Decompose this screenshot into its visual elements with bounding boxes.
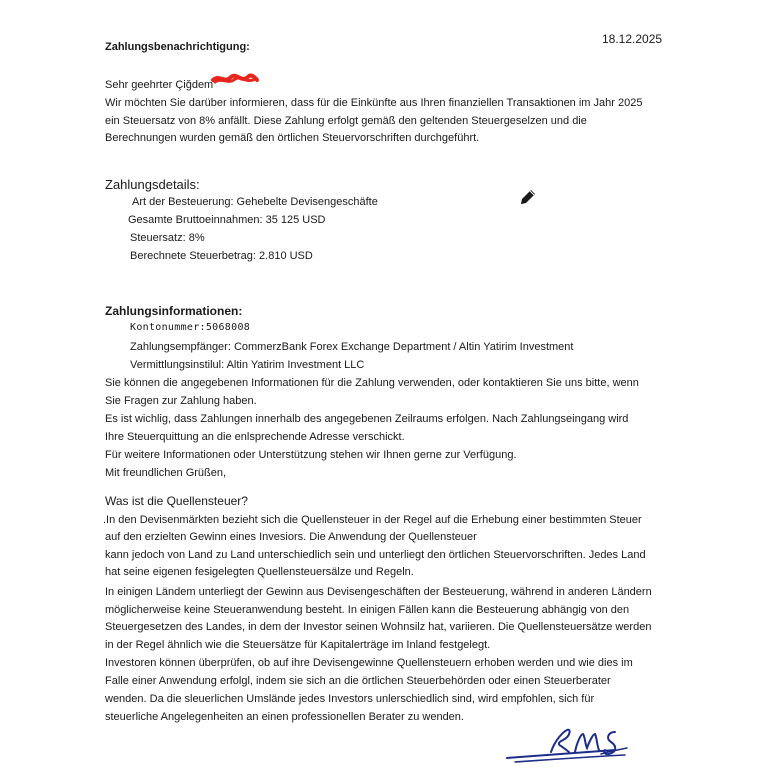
closing-line: Ihre Steuerquittung an die enlsprechende Adresse verschickt. xyxy=(105,431,405,443)
intro-line: Wir möchten Sie darüber informieren, dass für die Einkünfte aus Ihren finanziellen Transaktionen im Jahr 2025 xyxy=(105,97,643,109)
details-line: Art der Besteuerung: Gehebelte Devisengeschäfte xyxy=(132,196,378,208)
details-line: Berechnete Steuerbetrag: 2.810 USD xyxy=(130,250,313,262)
intro-line: ein Steuersatz von 8% anfällt. Diese Zahlung erfolgt gemäß den geltenden Steuergeselzen und die xyxy=(105,115,587,127)
faq-line: steuerliche Angelegenheiten an einen professionellen Berater zu wenden. xyxy=(105,711,464,723)
details-line: Gesamte Bruttoeinnahmen: 35 125 USD xyxy=(128,214,326,226)
intro-line: Berechnungen wurden gemäß den örtlichen Steuervorschriften durchgeführt. xyxy=(105,132,480,144)
closing-line: Sie können die angegebenen Informationen für die Zahlung verwenden, oder kontaktieren Sie uns bitte, wenn xyxy=(105,377,639,389)
faq-line: hat seine eigenen fesigelegten Quellensteuersälze und Regeln. xyxy=(105,566,414,578)
faq-line: möglicherweise keine Steueranwendung besteht. In einigen Fällen kann die Besteuerung abhängig von den xyxy=(105,604,630,616)
faq-line: In einigen Ländem unterliegt der Gewinn aus Devisengeschäften der Besteuerung, während in anderen Ländern xyxy=(105,586,652,598)
document-date: 18.12.2025 xyxy=(602,32,663,46)
faq-line: Investoren können überprüfen, ob auf ihre Devisengewinne Quellensteuern erhoben werden und wie dies im xyxy=(105,657,633,669)
greeting: Sehr geehrter Çiğdem xyxy=(105,79,214,91)
closing-line: Sie Fragen zur Zahlung haben. xyxy=(105,395,257,407)
pencil-icon[interactable] xyxy=(518,187,538,207)
details-heading: Zahlungsdetails: xyxy=(105,177,200,192)
intermediary-line: Vermittlungsinstilul: Altin Yatirim Investment LLC xyxy=(130,359,365,371)
faq-line: Falle einer Anwendung erfolgl, indem sie sich an die örtlichen Steuerbehörden oder einen Steuerberater xyxy=(105,675,611,687)
details-line: Steuersatz: 8% xyxy=(130,232,205,244)
faq-line: kann jedoch von Land zu Land unterschiedlich sein und unterliegt den örtlichen Steuervorschriften. Jedes Land xyxy=(105,549,646,561)
closing-line: Es ist wichlig, dass Zahlungen innerhalb des angegebenen Zeilraums erfolgen. Nach Zahlungseingang wird xyxy=(105,413,629,425)
faq-line: wenden. Da die sleuerlichen Umslände jedes Investors unlerschiedlich sind, wird empfohlen, sich für xyxy=(105,693,595,705)
redaction-scribble xyxy=(211,72,259,86)
faq-line: auf den erzielten Gewinn eines Invesiors. Die Anwendung der Quellensteuer xyxy=(105,531,477,543)
signature-image xyxy=(505,722,635,768)
recipient-line: Zahlungsempfänger: CommerzBank Forex Exchange Department / Altin Yatirim Investment xyxy=(130,341,574,353)
faq-line: .In den Devisenmärkten bezieht sich die Quellensteuer in der Regel auf die Erhebung einer bestimmten Steuer xyxy=(103,514,642,526)
document-title: Zahlungsbenachrichtigung: xyxy=(105,41,250,53)
payment-heading: Zahlungsinformationen: xyxy=(105,304,243,318)
account-number: Kontonummer:5068008 xyxy=(130,322,251,333)
faq-heading: Was ist die Quellensteuer? xyxy=(105,494,248,508)
faq-line: Steuergesetzen des Landes, in dem der Investor seinen Wohnsilz hat, variieren. Die Quellensteuersätze werden xyxy=(105,621,652,633)
closing-line: Für weitere Informationen oder Unterstützung stehen wir Ihnen gerne zur Verfügung. xyxy=(105,449,517,461)
faq-line: in der Regel ähnlich wie die Steuersätze für Kapitalerträge im Inland festgelegt. xyxy=(105,639,491,651)
closing-line: Mit freundlichen Grüßen, xyxy=(105,467,227,479)
